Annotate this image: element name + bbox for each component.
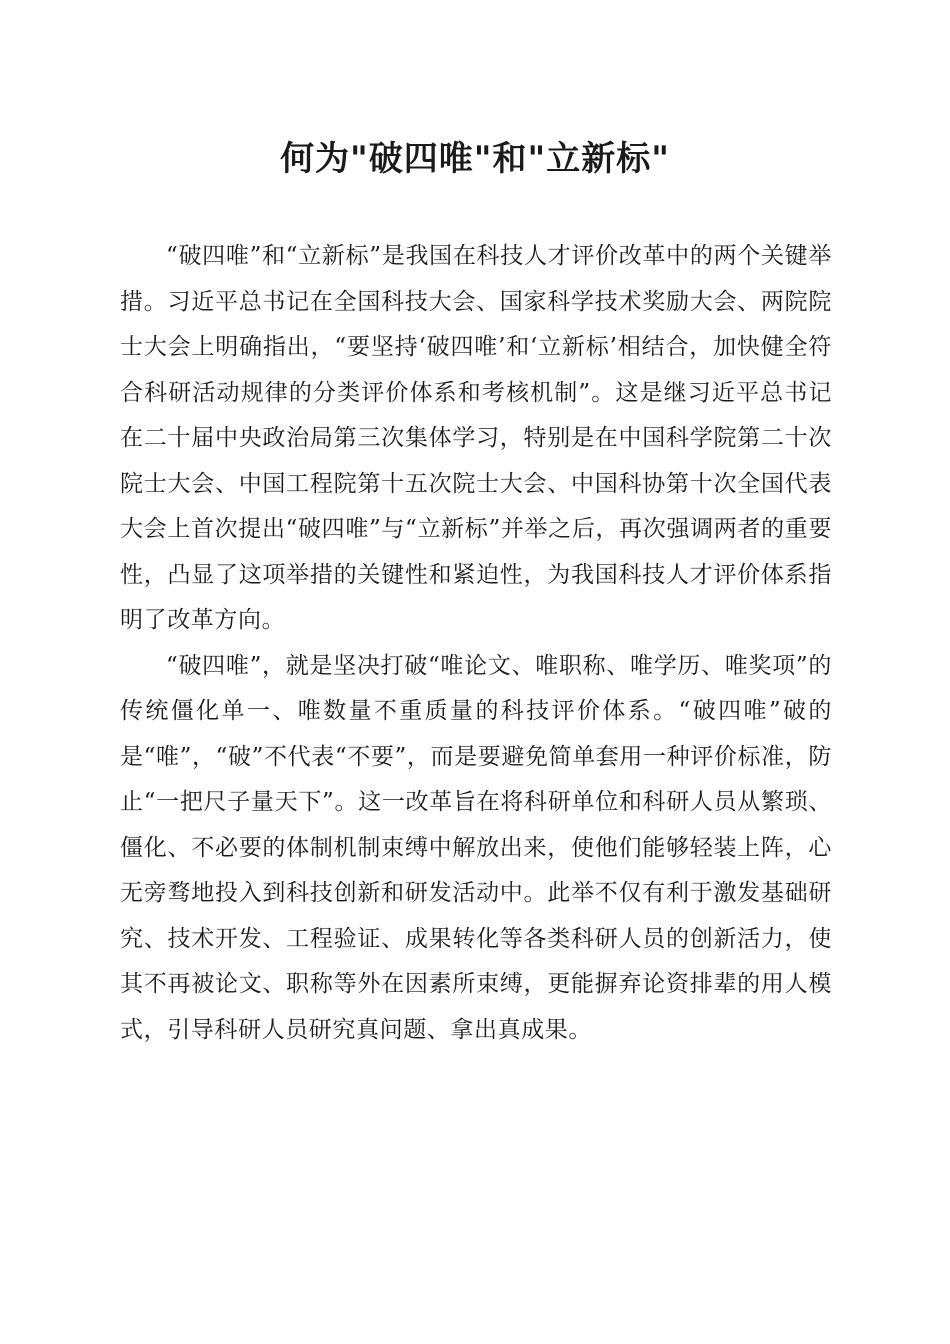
document-title: 何为"破四唯"和"立新标" <box>280 139 670 179</box>
document-body <box>120 234 832 1053</box>
paragraph-1: “破四唯”和“立新标”是我国在科技人才评价改革中的两个关键举措。习近平总书记在全国科技大会、国家科学技术奖励大会、两院院士大会上明确指出，“要坚持‘破四唯’和‘立新标’相结合，加快健全符合科研活动规律的分类评价体系和考核机制”。这是继习近平总书记在二十届中央政治局第三次集体学习，特别是在中国科学院第二十次院士大会、中国工程院第十五次院士大会、中国科协第十次全国代表大会上首次提出“破四唯”与“立新标”并举之后，再次强调两者的重要性，凸显了这项举措的关键性和紧迫性，为我国科技人才评价体系指明了改革方向。 <box>120 243 832 633</box>
paragraph-2: “破四唯”，就是坚决打破“唯论文、唯职称、唯学历、唯奖项”的传统僵化单一、唯数量不重质量的科技评价体系。“破四唯”破的是“唯”，“破”不代表“不要”，而是要避免简单套用一种评价标准，防止“一把尺子量天下”。这一改革旨在将科研单位和科研人员从繁琐、僵化、不必要的体制机制束缚中解放出来，使他们能够轻装上阵，心无旁骛地投入到科技创新和研发活动中。此举不仅有利于激发基础研究、技术开发、工程验证、成果转化等各类科研人员的创新活力，使其不再被论文、职称等外在因素所束缚，更能摒弃论资排辈的用人模式，引导科研人员研究真问题、拿出真成果。 <box>120 652 832 1043</box>
